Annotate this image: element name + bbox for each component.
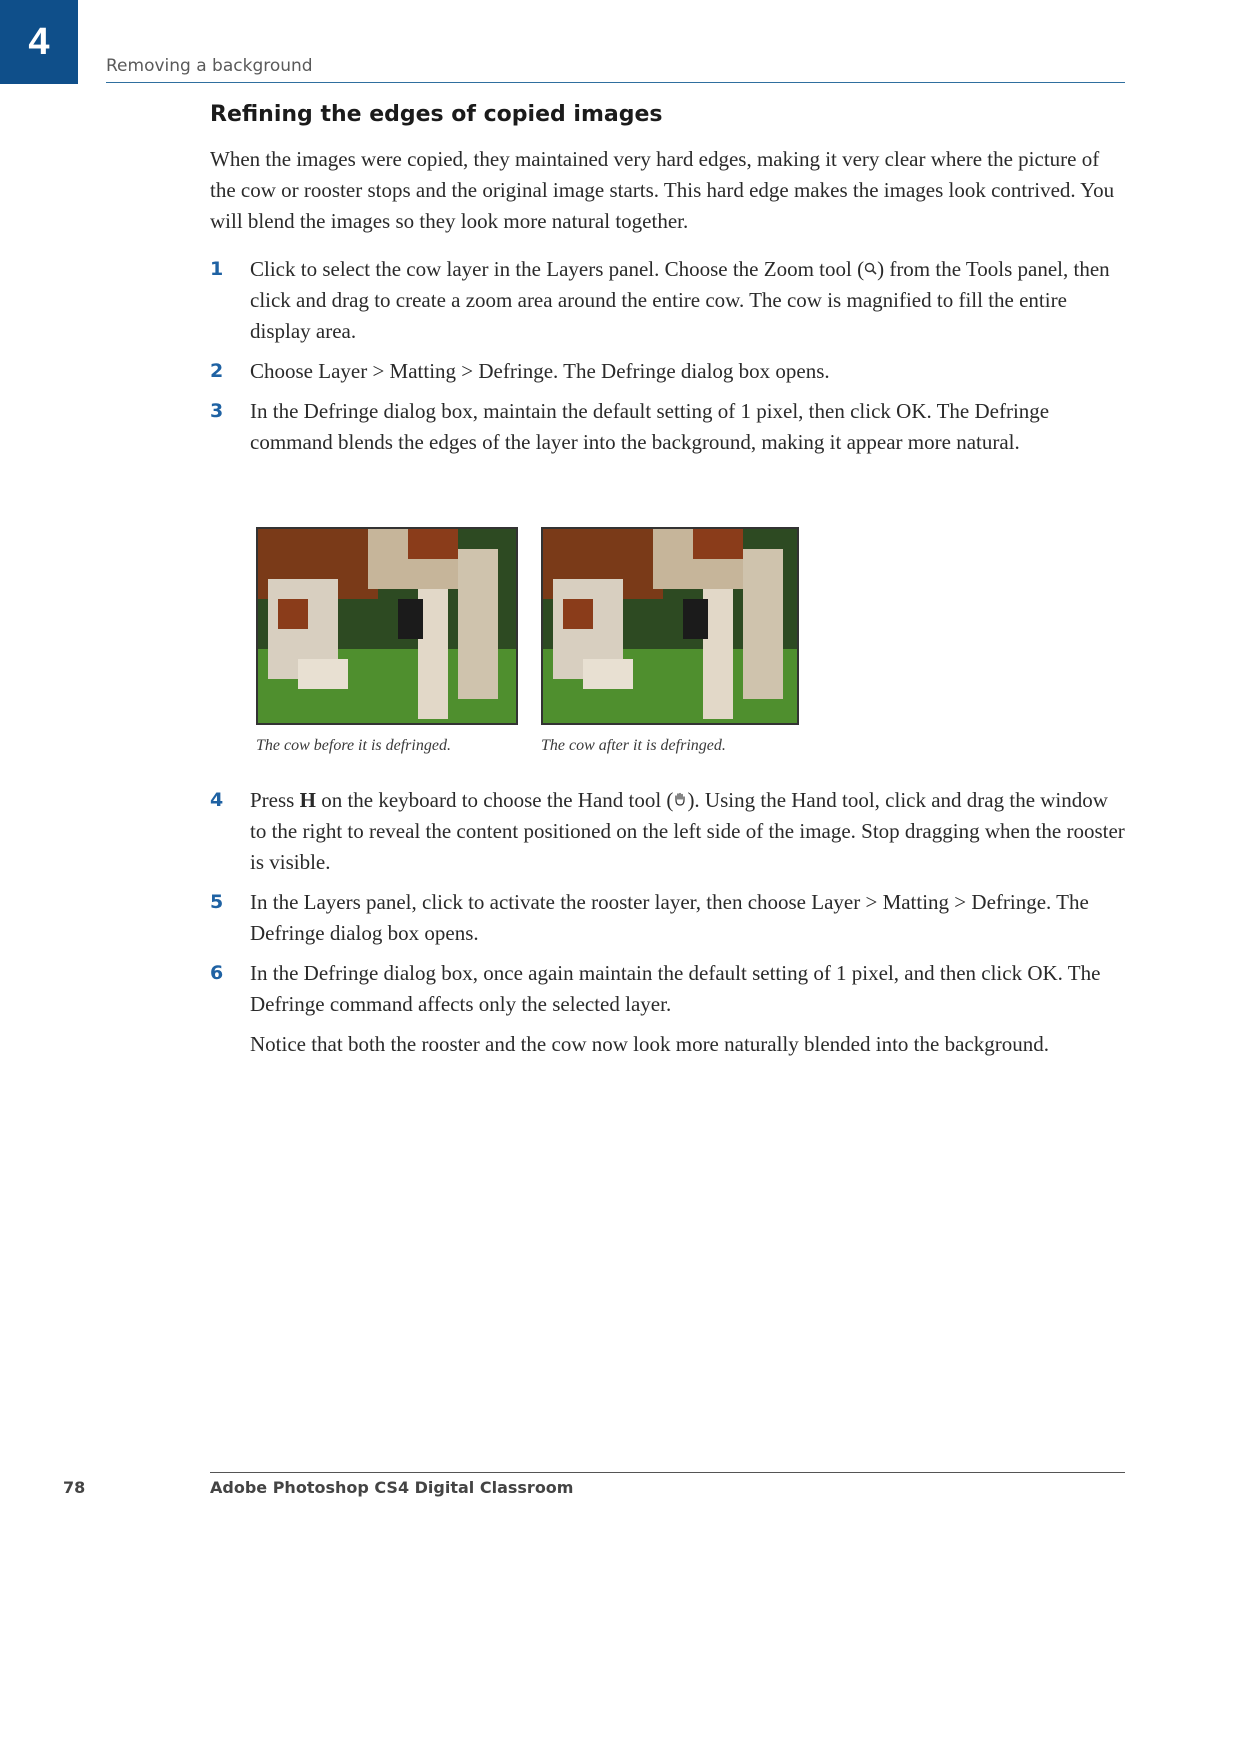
steps-list-second [210,785,1125,1060]
step-text: ) from the Tools panel, then click and drag to create a zoom area around the entire cow. The cow is magnified to fill the entire display area. [250,257,1110,343]
intro-paragraph: When the images were copied, they maintained very hard edges, making it very clear where the picture of the cow or rooster stops and the original image starts. This hard edge makes the images look contrived. You will blend the images so they look more natural together. [210,147,1115,233]
step-item [210,785,1125,878]
keyboard-key: H [299,788,316,812]
step-number: 6 [210,962,224,984]
step-number: 1 [210,258,224,280]
step-text: In the Layers panel, click to activate the rooster layer, then choose Layer > Matting > Defringe. The Defringe dialog box opens. [250,890,1089,945]
step-text: Press [250,788,300,812]
cow-after-image [541,527,799,725]
step-text: Choose Layer > Matting > Defringe. The Defringe dialog box opens. [250,359,830,383]
steps-list-first [210,254,1125,467]
step-number: 4 [210,789,224,811]
page-number: 78 [63,1478,86,1497]
book-title: Adobe Photoshop CS4 Digital Classroom [210,1478,574,1497]
step-item [210,887,1125,949]
step-item [210,958,1125,1020]
step-text: ). Using the Hand tool, click and drag the window to the right to reveal the content positioned on the left side of the image. Stop dragging when the rooster is visible. [250,788,1125,874]
chapter-number-tab: 4 [0,0,78,84]
step-text: on the keyboard to choose the Hand tool ( [315,788,674,812]
step-text: In the Defringe dialog box, maintain the default setting of 1 pixel, then click OK. The Defringe command blends the edges of the layer into the background, making it appear more natural. [250,399,1050,454]
running-title: Removing a background [106,56,313,76]
closing-note: Notice that both the rooster and the cow now look more naturally blended into the background. [250,1032,1049,1056]
hand-tool-icon [673,792,687,806]
figure-after [541,527,799,755]
step-number: 3 [210,400,224,422]
figure-caption: The cow before it is defringed. [256,737,451,754]
footer-divider [210,1472,1125,1473]
header-divider [106,82,1125,83]
step-text: Click to select the cow layer in the Layers panel. Choose the Zoom tool ( [250,257,865,281]
step-item [210,356,1125,387]
section-title: Refining the edges of copied images [210,102,663,127]
step-number: 2 [210,360,224,382]
figure-caption: The cow after it is defringed. [541,737,726,754]
cow-before-image [256,527,518,725]
zoom-tool-icon [864,262,877,275]
step-number: 5 [210,891,224,913]
figure-before [256,527,518,755]
step-item [210,254,1125,347]
step-item [210,396,1125,458]
step-text: In the Defringe dialog box, once again maintain the default setting of 1 pixel, and then click OK. The Defringe command affects only the selected layer. [250,961,1101,1016]
